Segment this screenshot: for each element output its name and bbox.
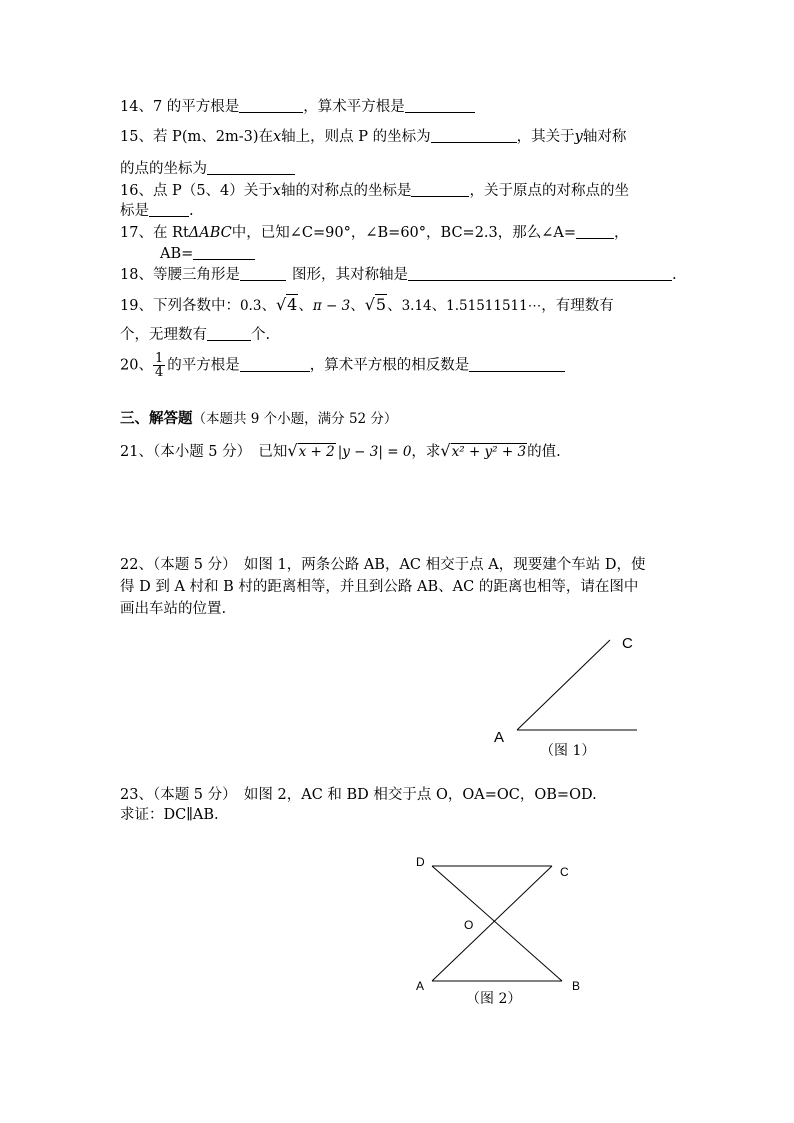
q18-end: . xyxy=(671,267,677,283)
q19-sqrt-4: √4 xyxy=(275,295,298,314)
q15-text-b: 轴上，则点 P 的坐标为 xyxy=(281,129,431,145)
q17-blank-1 xyxy=(576,224,614,239)
fig1-label-c: C xyxy=(622,635,633,652)
question-20 xyxy=(120,352,565,379)
q20-text-c: ，算术平方根的相反数是 xyxy=(309,357,470,374)
q19-num-3: 1.51511511⋯ xyxy=(446,298,542,314)
fig2-label-d: D xyxy=(416,855,425,869)
q15-line2-text: 的点的坐标为 xyxy=(120,161,207,177)
q15-x: x xyxy=(272,129,282,145)
q21-sqrt-2: √x² + y² + 3 xyxy=(440,441,527,460)
q15-text-c: ，其关于 xyxy=(516,129,575,145)
q20-fraction xyxy=(153,352,165,379)
q15-y: y xyxy=(574,129,583,145)
q14-text-b: ，算术平方根是 xyxy=(303,99,405,115)
q19-sep-4: 、 xyxy=(387,298,402,314)
q16-text-a: 16、点 P（5、4）关于 xyxy=(120,183,273,199)
q19-sqrt-5-radicand: 5 xyxy=(375,295,387,314)
question-15-line2 xyxy=(120,160,295,178)
q16-line2-text: 标是 xyxy=(120,203,149,219)
question-19 xyxy=(120,296,614,315)
question-17-line2 xyxy=(160,245,255,263)
q16-end: . xyxy=(189,203,194,219)
question-22-line2: 得 D 到 A 村和 B 村的距离相等，并且到公路 AB、AC 的距离也相等，请在图中 xyxy=(120,579,639,595)
q15-text-d: 轴对称 xyxy=(582,129,627,145)
question-14 xyxy=(120,98,475,116)
q17-triangle: ΔABC xyxy=(188,225,232,241)
question-15 xyxy=(120,128,626,146)
q14-text-a: 14、7 的平方根是 xyxy=(120,99,240,115)
section-3-title: 三、解答题 xyxy=(120,410,193,427)
question-21 xyxy=(120,442,561,461)
q14-blank-2 xyxy=(405,98,475,113)
q19-blank xyxy=(207,326,251,341)
fig2-label-c: C xyxy=(560,865,569,879)
q20-blank-2 xyxy=(469,357,565,372)
q21-abs-expr: |y − 3| = 0 xyxy=(337,444,412,460)
question-16 xyxy=(120,182,629,200)
q19-sqrt-5: √5 xyxy=(364,295,387,314)
q18-text-b: 图形，其对称轴是 xyxy=(291,267,408,283)
q19-sep-3: 、 xyxy=(350,298,365,314)
question-17 xyxy=(120,224,629,242)
question-22-line1: 22、（本题 5 分） 如图 1，两条公路 AB，AC 相交于点 A，现要建个车站 D，使 xyxy=(120,557,646,573)
q21-sqrt-2-radicand: x² + y² + 3 xyxy=(451,444,527,460)
q21-text-c: 的值. xyxy=(527,444,561,460)
q20-text-b: 的平方根是 xyxy=(167,357,240,374)
q19-num-2: 3.14 xyxy=(401,298,432,314)
q21-text-a: 21、（本小题 5 分） 已知 xyxy=(120,444,288,460)
question-18 xyxy=(120,266,677,284)
q19-sep-2: 、 xyxy=(298,298,313,314)
q21-text-b: ，求 xyxy=(411,444,441,460)
fig1-caption: （图 1） xyxy=(540,743,596,759)
q15-text-a: 15、若 P(m、2m-3)在 xyxy=(120,129,273,145)
fig2-label-b: B xyxy=(572,979,581,993)
q19-line2-text-b: 个. xyxy=(251,327,271,343)
q16-text-c: ，关于原点的对称点的坐 xyxy=(469,183,629,199)
q20-text-a: 20、 xyxy=(120,357,153,374)
q19-pi-minus-3: π − 3 xyxy=(312,298,351,314)
q19-text-b: ，有理数有 xyxy=(541,298,614,314)
q19-sep-1: 、 xyxy=(261,298,276,314)
fig2-label-a: A xyxy=(416,979,425,993)
section-3-heading xyxy=(120,410,397,428)
fig2-segment-db xyxy=(432,866,562,981)
q19-text-a: 19、下列各数中： xyxy=(120,298,240,314)
question-23-line1: 23、（本题 5 分） 如图 2，AC 和 BD 相交于点 O，OA=OC，OB=OD. xyxy=(120,787,597,803)
question-16-line2 xyxy=(120,202,194,220)
q18-text-a: 18、等腰三角形是 xyxy=(120,267,240,283)
q20-blank-1 xyxy=(240,357,310,372)
q17-text-c: ， xyxy=(614,225,629,241)
q16-blank-1 xyxy=(411,182,469,197)
q15-blank-2 xyxy=(207,160,295,175)
q19-num-1: 0.3 xyxy=(239,298,262,314)
section-3-note: （本题共 9 个小题，满分 52 分） xyxy=(192,411,398,427)
q19-sep-5: 、 xyxy=(431,298,447,314)
q16-x: x xyxy=(272,183,281,199)
fig2-label-o: O xyxy=(464,918,474,932)
q21-sqrt-1-radicand: x + 2 xyxy=(298,444,335,460)
q19-line2-text-a: 个，无理数有 xyxy=(120,327,207,343)
q18-blank-1 xyxy=(240,266,286,281)
question-23-line2: 求证：DC∥AB. xyxy=(120,807,219,823)
q16-blank-2 xyxy=(149,202,189,217)
q20-denominator: 4 xyxy=(154,365,164,380)
q14-blank-1 xyxy=(239,98,303,113)
q17-blank-2 xyxy=(193,245,255,260)
question-22-line3: 画出车站的位置. xyxy=(120,601,227,617)
q17-text-b: 中，已知∠C=90°，∠B=60°，BC=2.3，那么∠A= xyxy=(231,225,577,241)
q19-sqrt-4-radicand: 4 xyxy=(287,295,298,314)
fig1-label-a: A xyxy=(494,729,505,746)
q21-sqrt-1: √x + 2 xyxy=(287,441,335,460)
q18-blank-2 xyxy=(408,266,672,281)
q20-numerator: 1 xyxy=(154,351,164,366)
figure-2 xyxy=(400,848,600,998)
q16-text-b: 轴的对称点的坐标是 xyxy=(280,183,412,199)
question-19-line2 xyxy=(120,326,270,344)
fig2-segment-ac xyxy=(432,866,552,981)
q15-blank-1 xyxy=(431,128,517,143)
q17-text-a: 17、在 Rt xyxy=(120,225,189,241)
q17-line2-text: AB= xyxy=(160,246,194,262)
fig2-caption: （图 2） xyxy=(466,991,522,1007)
fig1-ray-ac xyxy=(517,640,610,730)
